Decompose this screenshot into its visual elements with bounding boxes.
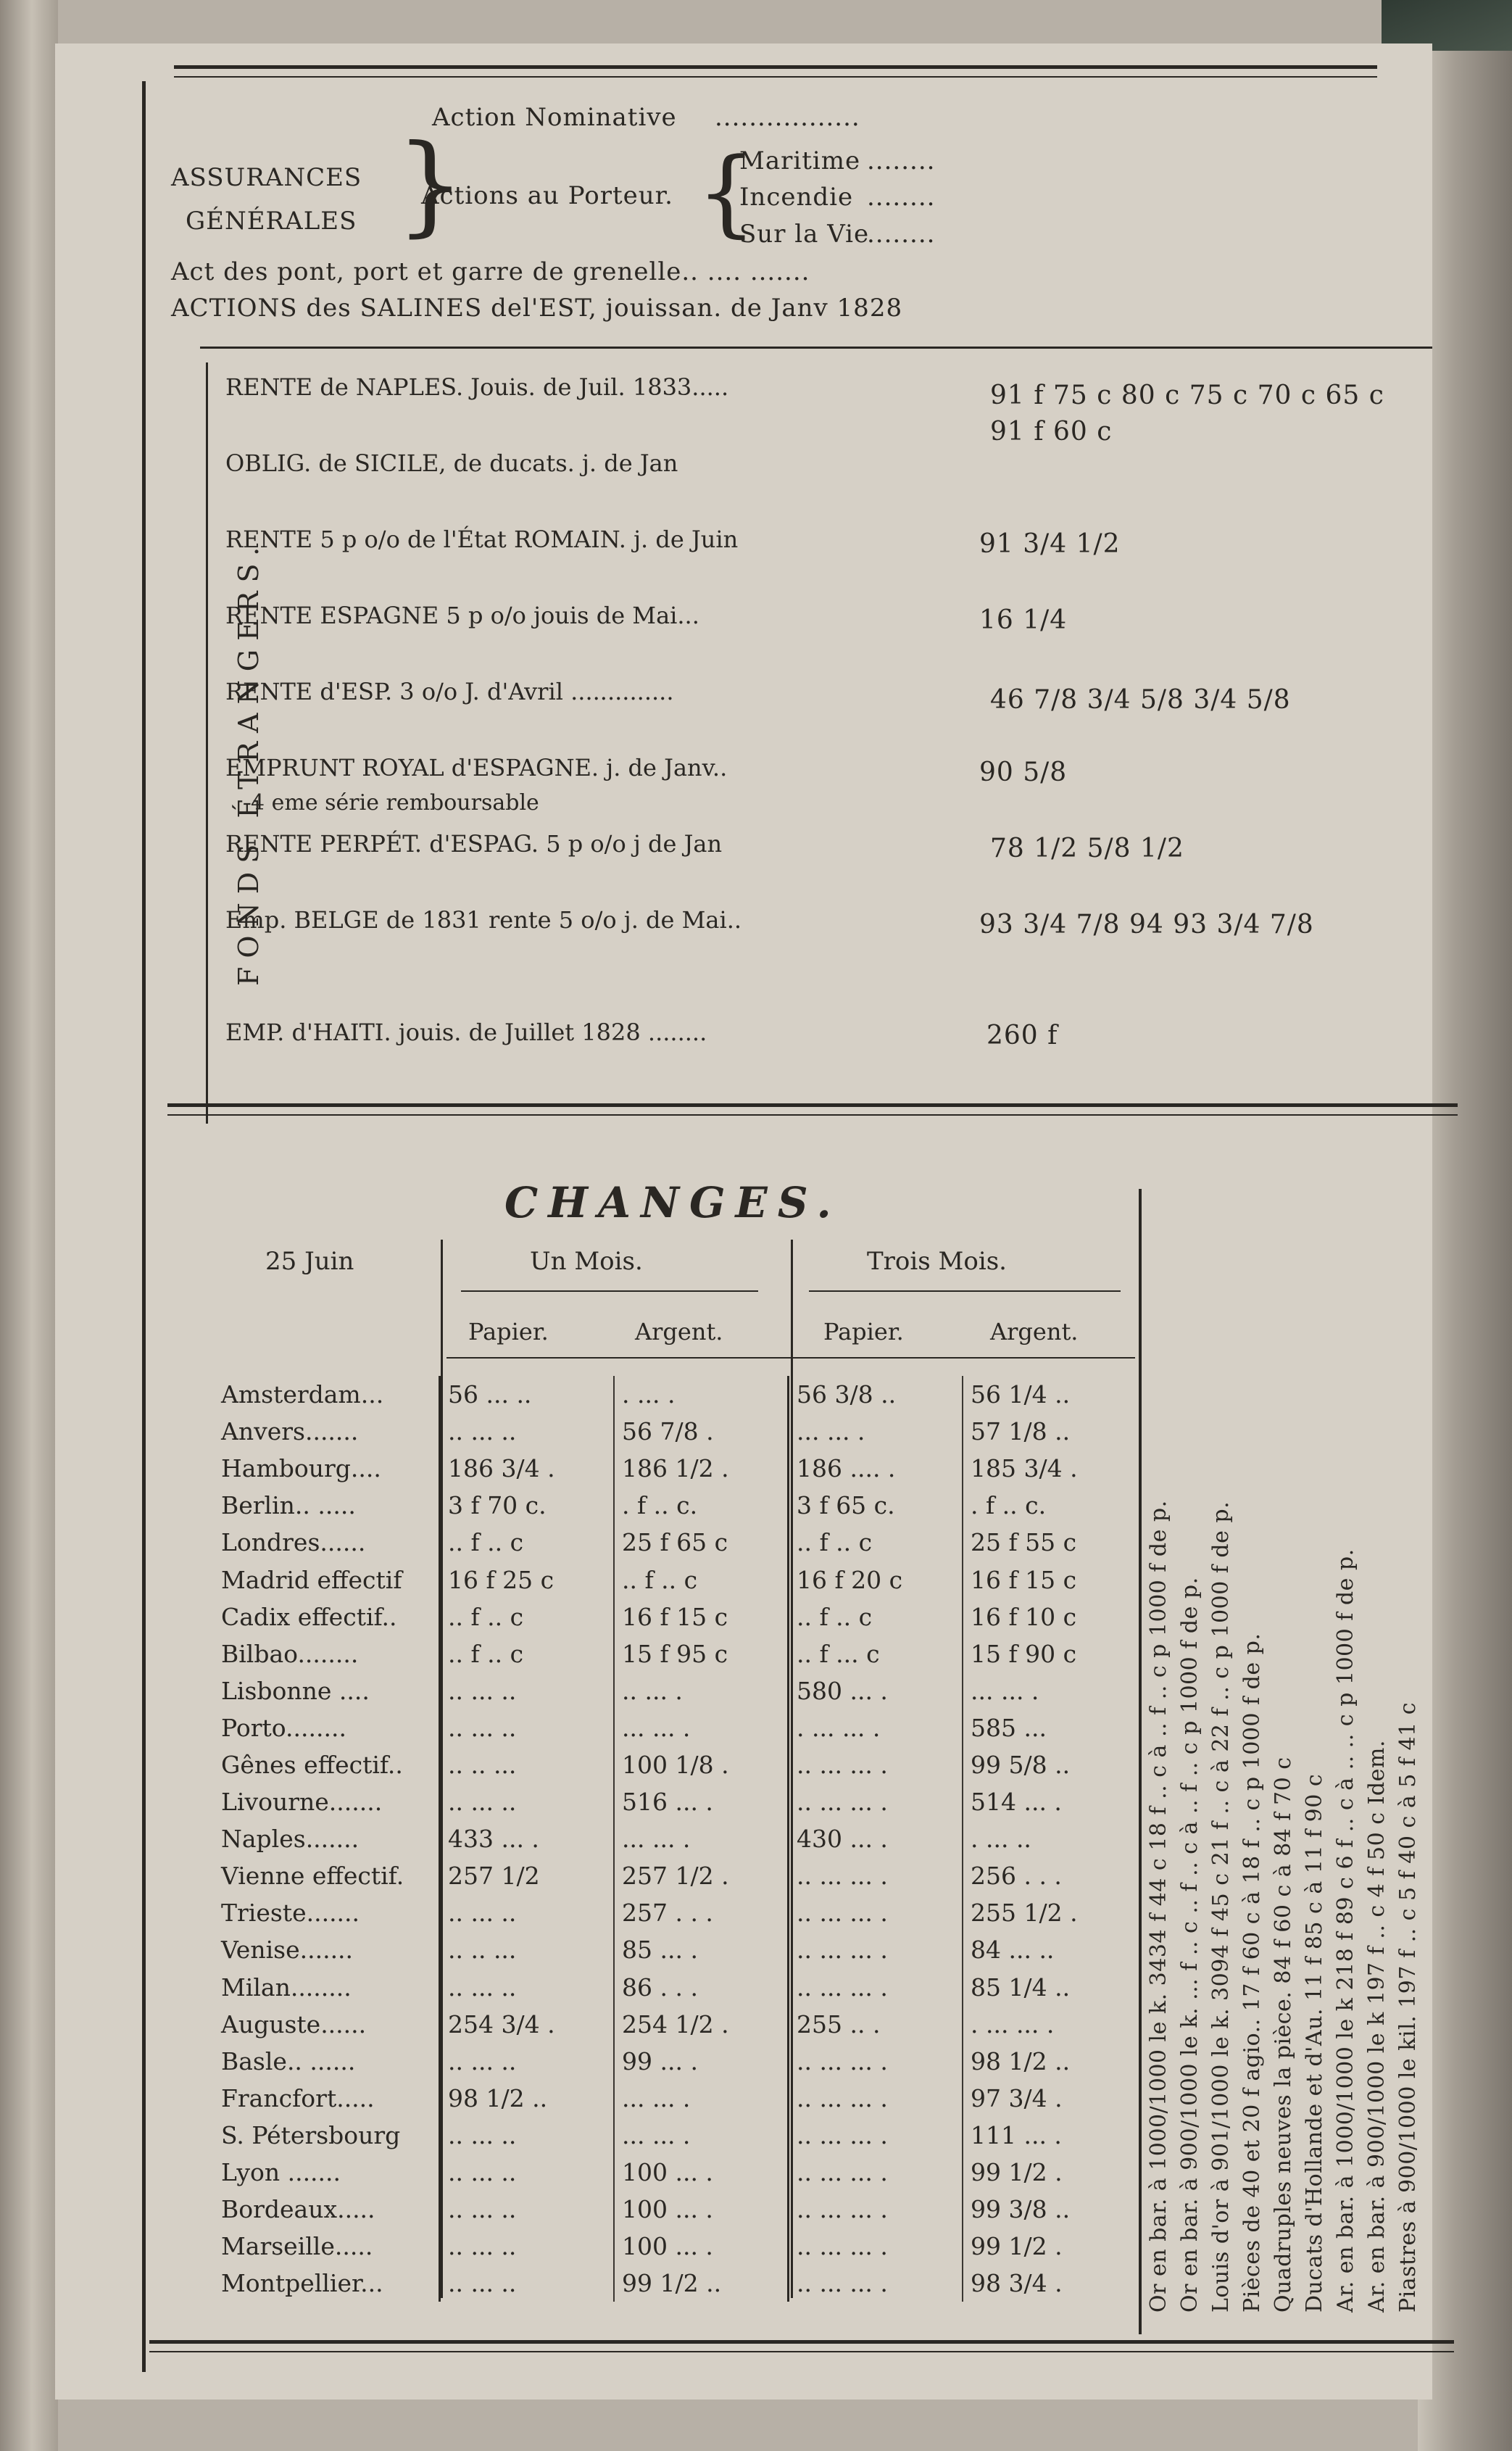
trois-mois-argent-cell: ... ... . xyxy=(963,1672,1136,1709)
brace-left-1: { xyxy=(697,137,757,247)
brace-right-1: } xyxy=(396,122,465,248)
trois-mois-papier-cell: .. ... ... . xyxy=(789,2043,963,2080)
actions-porteur: Actions au Porteur. xyxy=(421,181,673,210)
city-cell: Naples....... xyxy=(221,1825,360,1854)
un-mois-argent-cell: 100 ... . xyxy=(614,2154,789,2191)
generales-label: GÉNÉRALES xyxy=(186,207,357,236)
table-row xyxy=(218,2191,1136,2228)
city-cell: Lisbonne .... xyxy=(221,1676,370,1705)
fonds-label-romain: RENTE 5 p o/o de l'État ROMAIN. j. de Juin xyxy=(225,526,739,553)
fonds-label-esp3: RENTE d'ESP. 3 o/o J. d'Avril .............. xyxy=(225,678,674,705)
fonds-top-rule xyxy=(200,347,1432,349)
table-row xyxy=(218,2006,1136,2043)
un-mois-papier-cell: .. f .. c xyxy=(440,1598,615,1635)
city-cell: Marseille..... xyxy=(221,2232,373,2261)
city-cell: Gênes effectif.. xyxy=(221,1750,403,1779)
trois-mois-papier-cell: .. ... ... . xyxy=(789,1746,963,1783)
un-mois-papier-cell: .. f .. c xyxy=(440,1524,615,1561)
un-mois-argent-cell: 100 ... . xyxy=(614,2191,789,2228)
un-mois-argent-cell: 25 f 65 c xyxy=(614,1524,789,1561)
un-mois-papier-cell: .. ... .. xyxy=(440,2265,615,2302)
changes-date: 25 Juin xyxy=(265,1247,354,1276)
un-mois-papier-cell: .. ... .. xyxy=(440,2228,615,2265)
city-cell: Vienne effectif. xyxy=(221,1862,404,1891)
changes-top-rule xyxy=(167,1103,1458,1116)
trois-mois-papier-cell: .. ... ... . xyxy=(789,2191,963,2228)
un-mois-argent-cell: 16 f 15 c xyxy=(614,1598,789,1635)
metal-rate-line: Pièces de 40 et 20 f agio.. 17 f 60 c à 18 f .. c p 1000 f de p. xyxy=(1239,1633,1265,2313)
trois-mois-papier-cell: 56 3/8 .. xyxy=(789,1376,963,1413)
un-mois-papier-cell: .. f .. c xyxy=(440,1635,615,1672)
un-mois-papier-cell: .. ... .. xyxy=(440,1672,615,1709)
trois-mois-argent-cell: 99 5/8 .. xyxy=(963,1746,1136,1783)
table-row xyxy=(218,2117,1136,2154)
maritime-label: Maritime xyxy=(739,146,861,175)
fonds-value-belge: 93 3/4 7/8 94 93 3/4 7/8 xyxy=(979,910,1314,940)
table-row xyxy=(218,1783,1136,1820)
trois-mois-papier-cell: .. ... ... . xyxy=(789,1931,963,1968)
dots-vie: ........ xyxy=(867,220,936,249)
city-cell: Lyon ....... xyxy=(221,2158,341,2187)
top-rule xyxy=(174,65,1377,78)
city-cell: Madrid effectif xyxy=(221,1565,402,1594)
table-row xyxy=(218,2265,1136,2302)
city-cell: Auguste...... xyxy=(221,2010,367,2039)
city-cell: Bordeaux..... xyxy=(221,2195,375,2224)
changes-col-rule-end xyxy=(1139,1189,1142,2334)
un-mois-argent-cell: ... ... . xyxy=(614,1709,789,1746)
un-mois-argent-cell: 257 . . . xyxy=(614,1894,789,1931)
trois-mois-argent-cell: 15 f 90 c xyxy=(963,1635,1136,1672)
trois-mois-argent-cell: 98 3/4 . xyxy=(963,2265,1136,2302)
un-mois-argent-cell: ... ... . xyxy=(614,2080,789,2117)
un-mois-argent-cell: 100 1/8 . xyxy=(614,1746,789,1783)
trois-mois-papier-cell: .. ... ... . xyxy=(789,2228,963,2265)
bottom-rule xyxy=(149,2340,1454,2352)
un-mois-argent-cell: 99 ... . xyxy=(614,2043,789,2080)
trois-mois-papier-cell: 16 f 20 c xyxy=(789,1561,963,1598)
un-mois-argent-cell: .. ... . xyxy=(614,1672,789,1709)
trois-mois-argent-cell: 85 1/4 .. xyxy=(963,1969,1136,2006)
trois-mois-argent-cell: 57 1/8 .. xyxy=(963,1413,1136,1450)
trois-mois-bracket xyxy=(809,1290,1121,1292)
city-cell: Amsterdam... xyxy=(221,1380,384,1409)
trois-mois-papier-cell: .. f ... c xyxy=(789,1635,963,1672)
trois-mois-papier-cell: .. ... ... . xyxy=(789,1783,963,1820)
trois-mois-argent-cell: . ... .. xyxy=(963,1820,1136,1857)
un-mois-papier-cell: 98 1/2 .. xyxy=(440,2080,615,2117)
trois-mois-papier-cell: .. f .. c xyxy=(789,1524,963,1561)
fonds-etrangers-title: FONDS ÉTRANGERS. xyxy=(233,538,265,986)
trois-mois-argent-cell: 98 1/2 .. xyxy=(963,2043,1136,2080)
trois-mois-papier-cell: 580 ... . xyxy=(789,1672,963,1709)
trois-mois-papier-cell: ... ... . xyxy=(789,1413,963,1450)
dots-incendie: ........ xyxy=(867,183,936,212)
city-cell: Cadix effectif.. xyxy=(221,1602,397,1631)
table-row xyxy=(218,1450,1136,1487)
trois-mois-papier-cell: .. ... ... . xyxy=(789,2080,963,2117)
un-mois-papier-cell: .. ... .. xyxy=(440,2043,615,2080)
trois-mois-argent-cell: . ... ... . xyxy=(963,2006,1136,2043)
trois-mois-papier-cell: .. ... ... . xyxy=(789,2265,963,2302)
city-cell: Montpellier... xyxy=(221,2269,383,2298)
sur-la-vie-label: Sur la Vie xyxy=(739,220,870,249)
un-mois-papier: Papier. xyxy=(468,1318,549,1345)
city-cell: Londres...... xyxy=(221,1528,366,1557)
city-cell: Milan........ xyxy=(221,1973,352,2002)
un-mois-papier-cell: .. ... .. xyxy=(440,2154,615,2191)
trois-mois-papier-cell: .. ... ... . xyxy=(789,2154,963,2191)
fonds-value-perpetuelle: 78 1/2 5/8 1/2 xyxy=(990,834,1184,863)
table-row xyxy=(218,1487,1136,1524)
metal-rate-line: Ar. en bar. à 900/1000 le k 197 f .. c 4 f 50 c Idem. xyxy=(1364,1740,1390,2313)
table-row xyxy=(218,1746,1136,1783)
table-row xyxy=(218,2228,1136,2265)
un-mois-papier-cell: 3 f 70 c. xyxy=(440,1487,615,1524)
trois-mois-papier-cell: .. f .. c xyxy=(789,1598,963,1635)
metal-rate-line: Ducats d'Hollande et d'Au. 11 f 85 c à 11 f 90 c xyxy=(1302,1773,1327,2313)
assurances-label: ASSURANCES xyxy=(171,163,362,192)
fonds-label-naples: RENTE de NAPLES. Jouis. de Juil. 1833..... xyxy=(225,373,729,401)
metal-rate-line: Or en bar. à 900/1000 le k. ... f .. c .. f .. c à .. f .. c p 1000 f de p. xyxy=(1177,1577,1202,2313)
un-mois-argent-cell: 86 . . . xyxy=(614,1969,789,2006)
table-row xyxy=(218,1524,1136,1561)
trois-mois-argent-cell: 25 f 55 c xyxy=(963,1524,1136,1561)
un-mois-papier-cell: 257 1/2 xyxy=(440,1857,615,1894)
trois-mois-argent-cell: 99 3/8 .. xyxy=(963,2191,1136,2228)
un-mois-argent-cell: 15 f 95 c xyxy=(614,1635,789,1672)
un-mois-argent-cell: 100 ... . xyxy=(614,2228,789,2265)
metal-rate-line: Louis d'or à 901/1000 le k. 3094 f 45 c 21 f .. c à 22 f .. c p 1000 f de p. xyxy=(1208,1501,1234,2313)
city-cell: Basle.. ...... xyxy=(221,2046,356,2075)
un-mois-argent-cell: 99 1/2 .. xyxy=(614,2265,789,2302)
changes-table xyxy=(218,1376,1136,2302)
un-mois-argent-cell: ... ... . xyxy=(614,2117,789,2154)
un-mois-papier-cell: .. ... .. xyxy=(440,2191,615,2228)
actions-salines: ACTIONS des SALINES del'EST, jouissan. de Janv 1828 xyxy=(171,294,903,323)
table-row xyxy=(218,1413,1136,1450)
un-mois-papier-cell: .. ... .. xyxy=(440,1894,615,1931)
trois-mois-papier-cell: .. ... ... . xyxy=(789,1857,963,1894)
un-mois-argent: Argent. xyxy=(635,1318,723,1345)
table-row xyxy=(218,1820,1136,1857)
un-mois-argent-cell: . ... . xyxy=(614,1376,789,1413)
un-mois-argent-cell: 257 1/2 . xyxy=(614,1857,789,1894)
city-cell: Livourne....... xyxy=(221,1788,383,1817)
fonds-value-esp3: 46 7/8 3/4 5/8 3/4 5/8 xyxy=(990,685,1291,715)
act-ponts: Act des pont, port et garre de grenelle.. .... ....... xyxy=(171,257,810,286)
table-row xyxy=(218,1709,1136,1746)
un-mois-argent-cell: 254 1/2 . xyxy=(614,2006,789,2043)
fonds-value-romain: 91 3/4 1/2 xyxy=(979,529,1121,559)
action-nominative: Action Nominative xyxy=(432,103,677,132)
metal-rate-line: Quadruples neuves la pièce. 84 f 60 c à 84 f 70 c xyxy=(1271,1757,1296,2313)
un-mois-papier-cell: 16 f 25 c xyxy=(440,1561,615,1598)
un-mois-papier-cell: 186 3/4 . xyxy=(440,1450,615,1487)
trois-mois-argent-cell: . f .. c. xyxy=(963,1487,1136,1524)
trois-mois-papier: Papier. xyxy=(823,1318,904,1345)
city-cell: Francfort..... xyxy=(221,2083,375,2112)
trois-mois-argent-cell: 585 ... xyxy=(963,1709,1136,1746)
trois-mois-argent-cell: 111 ... . xyxy=(963,2117,1136,2154)
fonds-label-belge: Emp. BELGE de 1831 rente 5 o/o j. de Mai.. xyxy=(225,906,742,934)
un-mois-papier-cell: .. .. ... xyxy=(440,1746,615,1783)
un-mois-papier-cell: .. ... .. xyxy=(440,1969,615,2006)
un-mois-argent-cell: . f .. c. xyxy=(614,1487,789,1524)
fonds-value-espagne: 16 1/4 xyxy=(979,605,1068,635)
table-row xyxy=(218,1561,1136,1598)
trois-mois-argent: Argent. xyxy=(990,1318,1079,1345)
trois-mois-argent-cell: 514 ... . xyxy=(963,1783,1136,1820)
trois-mois-argent-cell: 255 1/2 . xyxy=(963,1894,1136,1931)
table-row xyxy=(218,1598,1136,1635)
incendie-label: Incendie xyxy=(739,183,854,212)
changes-title: CHANGES. xyxy=(504,1178,842,1227)
table-row xyxy=(218,1635,1136,1672)
fonds-value2-naples: 91 f 60 c xyxy=(990,417,1113,447)
metal-rate-line: Piastres à 900/1000 le kil. 197 f .. c 5 f 40 c à 5 f 41 c xyxy=(1395,1701,1421,2313)
un-mois-argent-cell: 56 7/8 . xyxy=(614,1413,789,1450)
city-cell: Anvers....... xyxy=(221,1417,359,1446)
table-row xyxy=(218,2080,1136,2117)
un-mois-papier-cell: 254 3/4 . xyxy=(440,2006,615,2043)
fonds-label-emprunt-royal: EMPRUNT ROYAL d'ESPAGNE. j. de Janv.. xyxy=(225,754,728,781)
trois-mois-papier-cell: 430 ... . xyxy=(789,1820,963,1857)
table-row xyxy=(218,2154,1136,2191)
trois-mois-argent-cell: 256 . . . xyxy=(963,1857,1136,1894)
trois-mois-papier-cell: .. ... ... . xyxy=(789,1969,963,2006)
table-row xyxy=(218,1672,1136,1709)
un-mois-papier-cell: 433 ... . xyxy=(440,1820,615,1857)
trois-mois-header: Trois Mois. xyxy=(867,1247,1007,1276)
ledger-page xyxy=(55,43,1432,2400)
trois-mois-argent-cell: 84 ... .. xyxy=(963,1931,1136,1968)
trois-mois-argent-cell: 56 1/4 .. xyxy=(963,1376,1136,1413)
trois-mois-argent-cell: 16 f 10 c xyxy=(963,1598,1136,1635)
un-mois-argent-cell: .. f .. c xyxy=(614,1561,789,1598)
fonds-label-sicile: OBLIG. de SICILE, de ducats. j. de Jan xyxy=(225,449,678,477)
trois-mois-papier-cell: 3 f 65 c. xyxy=(789,1487,963,1524)
trois-mois-argent-cell: 16 f 15 c xyxy=(963,1561,1136,1598)
trois-mois-argent-cell: 99 1/2 . xyxy=(963,2154,1136,2191)
un-mois-papier-cell: .. ... .. xyxy=(440,1783,615,1820)
trois-mois-papier-cell: .. ... ... . xyxy=(789,2117,963,2154)
un-mois-papier-cell: .. ... .. xyxy=(440,1413,615,1450)
fonds-label-perpetuelle: RENTE PERPÉT. d'ESPAG. 5 p o/o j de Jan xyxy=(225,830,723,858)
city-cell: Porto........ xyxy=(221,1713,346,1742)
dots-maritime: ........ xyxy=(867,146,936,175)
trois-mois-argent-cell: 185 3/4 . xyxy=(963,1450,1136,1487)
table-row xyxy=(218,1376,1136,1413)
city-cell: Bilbao........ xyxy=(221,1639,359,1668)
left-margin-rule xyxy=(142,81,146,2372)
un-mois-papier-cell: .. ... .. xyxy=(440,2117,615,2154)
city-cell: S. Pétersbourg xyxy=(221,2120,401,2149)
un-mois-argent-cell: 186 1/2 . xyxy=(614,1450,789,1487)
un-mois-bracket xyxy=(461,1290,758,1292)
city-cell: Venise....... xyxy=(221,1936,354,1965)
dots-nominative: ................. xyxy=(715,103,860,132)
fonds-value-emprunt-royal: 90 5/8 xyxy=(979,758,1068,787)
un-mois-papier-cell: .. .. ... xyxy=(440,1931,615,1968)
fonds-label-espagne: RENTE ESPAGNE 5 p o/o jouis de Mai... xyxy=(225,602,699,629)
table-row xyxy=(218,1931,1136,1968)
table-row xyxy=(218,1857,1136,1894)
table-row xyxy=(218,1894,1136,1931)
un-mois-header: Un Mois. xyxy=(530,1247,643,1276)
trois-mois-papier-cell: 186 .... . xyxy=(789,1450,963,1487)
metal-rate-line: Or en bar. à 1000/1000 le k. 3434 f 44 c 18 f .. c à .. f .. c p 1000 f de p. xyxy=(1146,1500,1171,2313)
un-mois-argent-cell: 85 ... . xyxy=(614,1931,789,1968)
un-mois-argent-cell: ... ... . xyxy=(614,1820,789,1857)
trois-mois-argent-cell: 99 1/2 . xyxy=(963,2228,1136,2265)
fonds-label-haiti: EMP. d'HAITI. jouis. de Juillet 1828 ........ xyxy=(225,1019,707,1046)
fonds-value-naples: 91 f 75 c 80 c 75 c 70 c 65 c xyxy=(990,381,1384,410)
table-row xyxy=(218,1969,1136,2006)
trois-mois-argent-cell: 97 3/4 . xyxy=(963,2080,1136,2117)
table-row xyxy=(218,2043,1136,2080)
fonds-left-rule xyxy=(206,362,208,1124)
city-cell: Trieste....... xyxy=(221,1899,360,1928)
book-spine xyxy=(0,0,58,2451)
un-mois-papier-cell: 56 ... .. xyxy=(440,1376,615,1413)
trois-mois-papier-cell: 255 .. . xyxy=(789,2006,963,2043)
un-mois-argent-cell: 516 ... . xyxy=(614,1783,789,1820)
trois-mois-papier-cell: . ... ... . xyxy=(789,1709,963,1746)
fonds-value-haiti: 260 f xyxy=(986,1021,1058,1050)
un-mois-papier-cell: .. ... .. xyxy=(440,1709,615,1746)
city-cell: Berlin.. ..... xyxy=(221,1491,356,1520)
trois-mois-papier-cell: .. ... ... . xyxy=(789,1894,963,1931)
metal-rate-line: Ar. en bar. à 1000/1000 le k 218 f 89 c 6 f .. c à .. .. c p 1000 f de p. xyxy=(1333,1548,1358,2313)
city-cell: Hambourg.... xyxy=(221,1454,381,1483)
fonds-label2-emprunt-royal: 4 eme série remboursable xyxy=(251,790,539,816)
